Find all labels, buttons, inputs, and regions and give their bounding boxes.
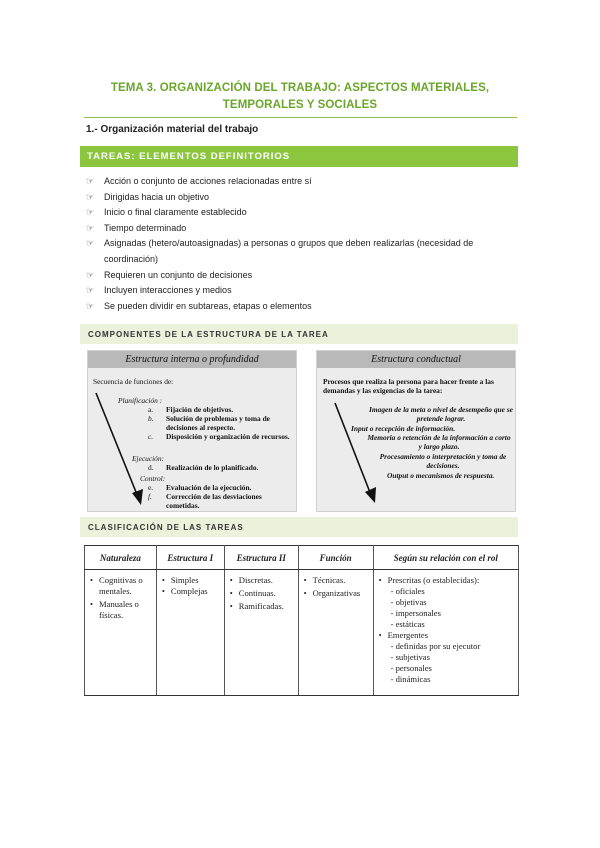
column-header: Estructura II [224, 546, 298, 570]
column-header: Función [298, 546, 373, 570]
title-divider [84, 117, 517, 118]
item-text: Realización de lo planificado. [166, 463, 259, 472]
item-text: Fijación de objetivos. [166, 405, 234, 414]
table-header-row [85, 546, 519, 570]
ejecucion-label: Ejecución: [132, 454, 165, 463]
list-item: ☞ Dirigidas hacia un objetivo [86, 190, 518, 206]
pointing-hand-icon: ☞ [86, 176, 95, 186]
section-heading: 1.- Organización material del trabajo [86, 124, 259, 135]
estructura-conductual-header: Estructura conductual [317, 351, 515, 368]
pointing-hand-icon: ☞ [86, 285, 95, 296]
list-item: ☞ Acción o conjunto de acciones relacionadas entre sí [86, 174, 518, 190]
pointing-hand-icon: ☞ [86, 300, 95, 311]
list-item: ☞ Incluyen interacciones y medios [86, 283, 518, 299]
control-label: Control: [140, 474, 166, 483]
rol-cell: • Prescritas (o establecidas): - oficiales - objetivas - impersonales - estáticas • Emergentes - definidas por su ejecutor - subjetivas - personales - dinámicas [373, 570, 518, 696]
list-item: ☞ Requieren un conjunto de decisiones [86, 268, 518, 284]
item-text: Disposición y organización de recursos. [166, 432, 290, 441]
clasificacion-band: CLASIFICACIÓN DE LAS TAREAS [80, 517, 518, 537]
pointing-hand-icon: ☞ [86, 222, 95, 233]
item-letter: f. [148, 492, 152, 501]
componentes-band: COMPONENTES DE LA ESTRUCTURA DE LA TAREA [80, 324, 518, 344]
tareas-band: TAREAS: ELEMENTOS DEFINITORIOS [80, 146, 518, 167]
item-text: Corrección de las desviaciones cometidas. [166, 492, 262, 510]
estructura2-cell: • Discretas. • Continuas. • Ramificadas. [224, 570, 298, 696]
conductual-process: Output o mecanismos de respuesta. [387, 471, 495, 480]
pointing-hand-icon: ☞ [86, 207, 95, 218]
conductual-process: Memoria o retención de la información a corto y largo plazo. [367, 433, 511, 451]
conductual-process: Imagen de la meta o nivel de desempeño que se pretende lograr. [369, 405, 513, 423]
estructura-interna-header: Estructura interna o profundidad [88, 351, 296, 368]
item-letter: b. [148, 414, 154, 423]
naturaleza-cell: • Cognitivas o mentales. • Manuales o físicas. [85, 570, 157, 696]
item-letter: d. [148, 463, 154, 472]
estructura-interna-panel [87, 350, 297, 512]
item-letter: e. [148, 483, 154, 492]
table-row [85, 570, 519, 696]
estructura-conductual-panel [316, 350, 516, 512]
item-letter: a. [148, 405, 154, 414]
funcion-cell: • Técnicas. • Organizativas [298, 570, 373, 696]
list-item: ☞ Se pueden dividir en subtareas, etapas o elementos [86, 299, 518, 315]
planificacion-label: Planificación : [118, 396, 163, 405]
estructura1-cell: • Simples • Complejas [156, 570, 224, 696]
interna-intro: Secuencia de funciones de: [93, 377, 174, 386]
column-header: Estructura I [156, 546, 224, 570]
pointing-hand-icon: ☞ [86, 238, 95, 249]
column-header: Según su relación con el rol [373, 546, 518, 570]
list-item: ☞ Inicio o final claramente establecido [86, 205, 518, 221]
conductual-process: Input o recepción de información. [351, 424, 456, 433]
column-header: Naturaleza [85, 546, 157, 570]
conductual-process: Procesamiento o interpretación y toma de decisiones. [379, 452, 507, 470]
clasificacion-table [84, 545, 519, 696]
document-title: TEMA 3. ORGANIZACIÓN DEL TRABAJO: ASPECTOS MATERIALES, TEMPORALES Y SOCIALES [110, 82, 490, 111]
item-text: Evaluación de la ejecución. [166, 483, 252, 492]
pointing-hand-icon: ☞ [86, 269, 95, 280]
tareas-list [86, 174, 518, 314]
list-item: ☞ Tiempo determinado [86, 221, 518, 237]
pointing-hand-icon: ☞ [86, 191, 95, 202]
arrow-down-icon [92, 389, 152, 509]
list-item: ☞ Asignadas (hetero/autoasignadas) a personas o grupos que deben realizarlas (necesidad de coordinación) [86, 238, 474, 264]
item-letter: c. [148, 432, 154, 441]
conductual-intro: Procesos que realiza la persona para hacer frente a las demandas y las exigencias de la tarea: [323, 377, 494, 395]
item-text: Solución de problemas y toma de decisiones al respecto. [166, 414, 270, 432]
